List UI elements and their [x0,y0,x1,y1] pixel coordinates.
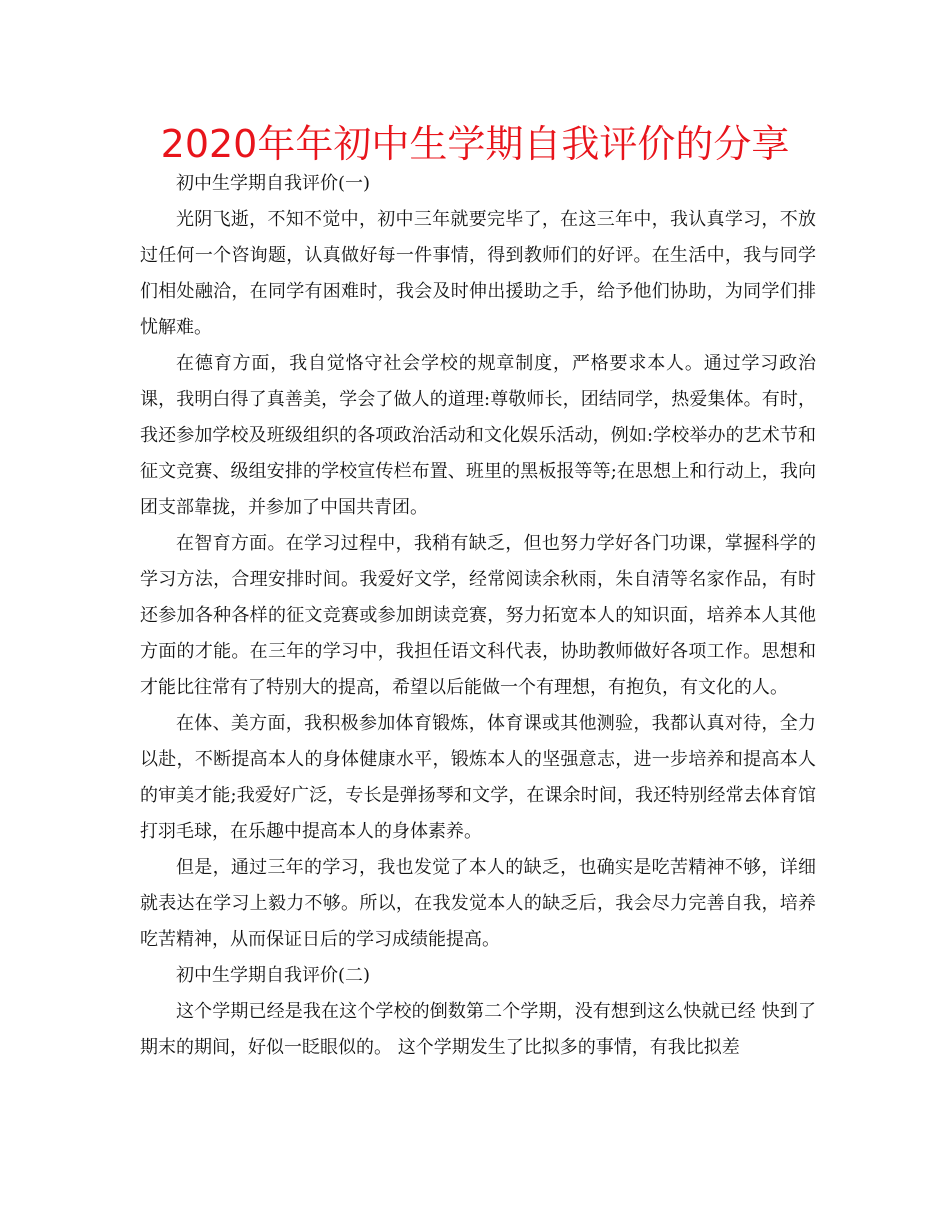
paragraph-1-2: 在德育方面，我自觉恪守社会学校的规章制度，严格要求本人。通过学习政治课，我明白得了真善美，学会了做人的道理:尊敬师长，团结同学，热爱集体。有时，我还参加学校及班级组织的各项政治活动和文化娱乐活动，例如:学校举办的艺术节和征文竞赛、级组安排的学校宣传栏布置、班里的黑板报等等;在思想上和行动上，我向团支部靠拢，并参加了中国共青团。 [140,353,816,518]
document-body [140,166,816,1066]
section-heading-2: 初中生学期自我评价(二) [176,965,371,986]
section-heading-1: 初中生学期自我评价(一) [176,173,371,194]
paragraph-1-1: 光阴飞逝，不知不觉中，初中三年就要完毕了，在这三年中，我认真学习，不放过任何一个咨询题，认真做好每一件事情，得到教师们的好评。在生活中，我与同学们相处融洽，在同学有困难时，我会及时伸出援助之手，给予他们协助，为同学们排忧解难。 [140,209,816,338]
paragraph-1-3: 在智育方面。在学习过程中，我稍有缺乏，但也努力学好各门功课，掌握科学的学习方法，合理安排时间。我爱好文学，经常阅读余秋雨，朱自清等名家作品，有时还参加各种各样的征文竞赛或参加朗读竞赛，努力拓宽本人的知识面，培养本人其他方面的才能。在三年的学习中，我担任语文科代表，协助教师做好各项工作。思想和才能比往常有了特别大的提高，希望以后能做一个有理想，有抱负，有文化的人。 [140,533,816,698]
paragraph-1-4: 在体、美方面，我积极参加体育锻炼，体育课或其他测验，我都认真对待，全力以赴，不断提高本人的身体健康水平，锻炼本人的坚强意志，进一步培养和提高本人的审美才能;我爱好广泛，专长是弹扬琴和文学，在课余时间，我还特别经常去体育馆打羽毛球，在乐趣中提高本人的身体素养。 [140,713,816,842]
paragraph-1-5: 但是，通过三年的学习，我也发觉了本人的缺乏，也确实是吃苦精神不够，详细就表达在学习上毅力不够。所以，在我发觉本人的缺乏后，我会尽力完善自我，培养吃苦精神，从而保证日后的学习成绩能提高。 [140,857,816,950]
document-title: 2020年年初中生学期自我评价的分享 [160,122,790,166]
paragraph-2-1: 这个学期已经是我在这个学校的倒数第二个学期，没有想到这么快就已经 快到了期末的期间，好似一眨眼似的。 这个学期发生了比拟多的事情，有我比拟差 [140,1001,816,1058]
